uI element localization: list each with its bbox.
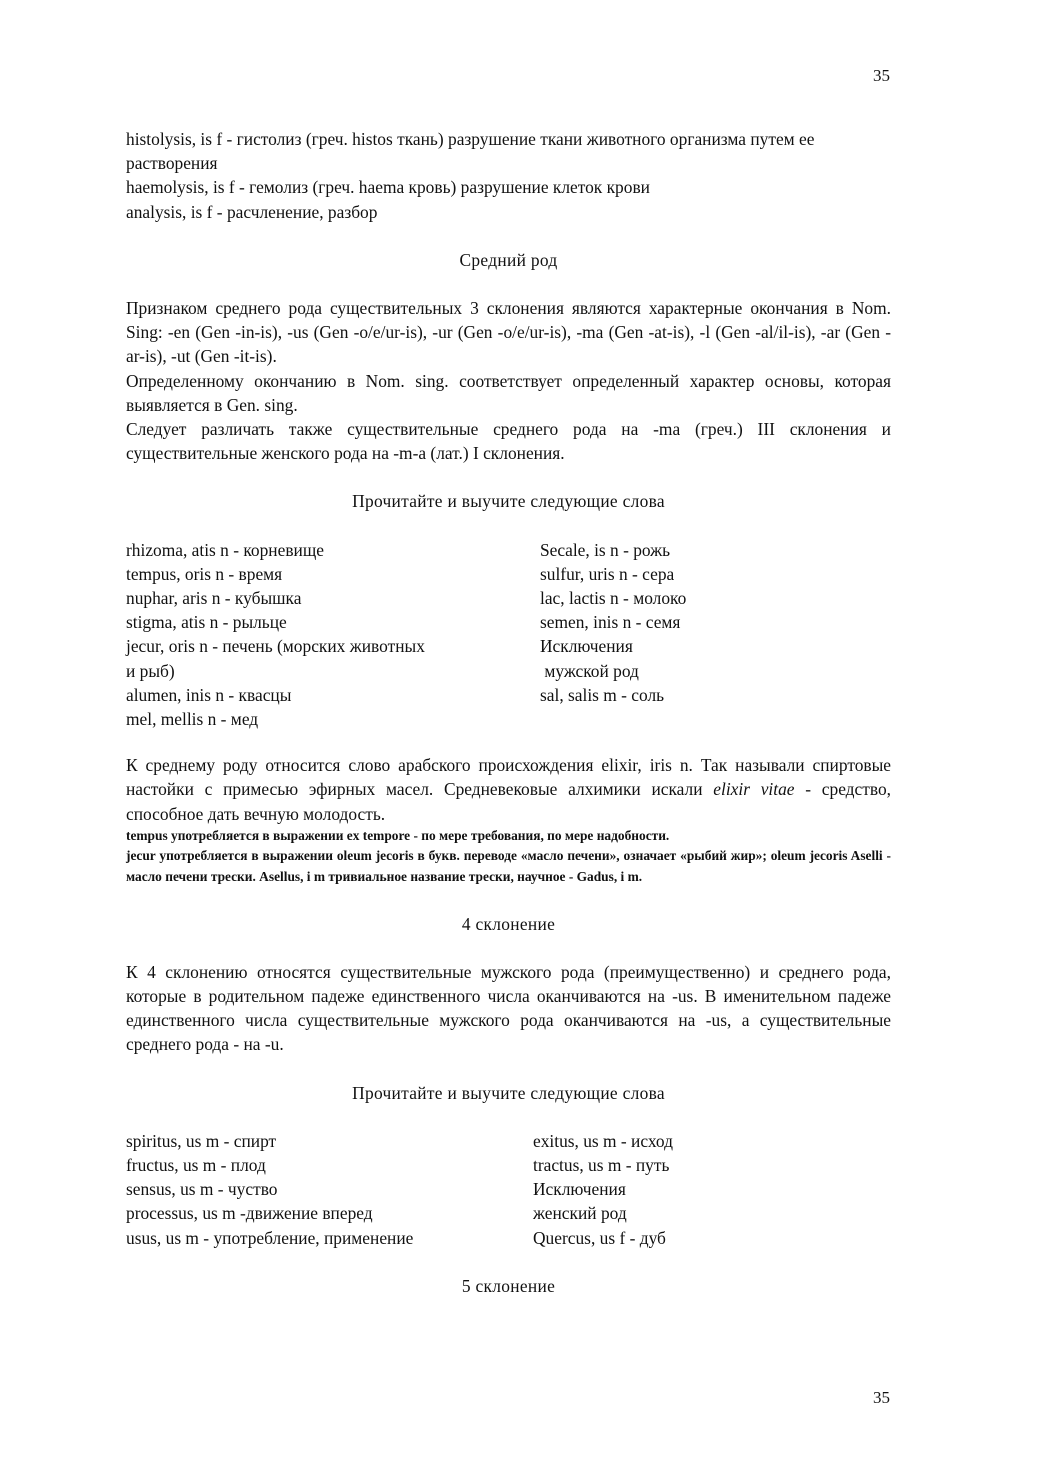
page-number-bottom: 35 <box>873 1388 890 1407</box>
page-content <box>126 127 891 1298</box>
note-tempus: tempus употребляется в выражении ex tempore - по мере требования, по мере надобности. <box>126 827 670 843</box>
neuter-paragraph-1: Признаком среднего рода существительных 3 склонения являются характерные окончания в Nom. Sing: -en (Gen -in-is), -us (Gen -o/e/ur-is), -ur (Gen -o/e/ur-is), -ma (Gen -at-is), -l (Gen -al/il-is), -ar (Gen -ar-is), -ut (Gen -it-is). <box>126 298 891 367</box>
heading-neuter: Средний род <box>459 249 558 270</box>
vocab-column-left <box>126 1129 533 1250</box>
exceptions-label: Исключения <box>533 1179 626 1200</box>
exceptions-gender: мужской род <box>540 660 639 681</box>
vocab-item: lac, lactis n - молоко <box>540 588 687 609</box>
vocab-item: stigma, atis n - рыльце <box>126 612 287 633</box>
vocab-item: processus, us m -движение вперед <box>126 1203 373 1224</box>
elixir-text-end: - средство, способное дать вечную молодость. <box>126 779 891 824</box>
vocab-item: sulfur, uris n - сера <box>540 563 675 584</box>
vocab-item: sensus, us m - чуство <box>126 1179 278 1200</box>
entry-analysis: analysis, is f - расчленение, разбор <box>126 201 378 222</box>
heading-fourth-declension: 4 склонение <box>461 913 556 934</box>
vocab-item: alumen, inis n - квасцы <box>126 684 292 705</box>
vocab-item: Quercus, us f - дуб <box>533 1227 666 1248</box>
vocab-item: exitus, us m - исход <box>533 1130 673 1151</box>
vocab-column-left <box>126 538 540 732</box>
intro-entries <box>126 127 891 224</box>
exceptions-gender: женский род <box>533 1203 627 1224</box>
vocab-heading-fourth: Прочитайте и выучите следующие слова <box>352 1082 665 1103</box>
entry-haemolysis: haemolysis, is f - гемолиз (греч. haema кровь) разрушение клеток крови <box>126 177 650 198</box>
vocab-item: spiritus, us m - спирт <box>126 1130 277 1151</box>
elixir-paragraph <box>126 753 891 826</box>
vocab-table-neuter <box>126 538 891 732</box>
vocab-item: fructus, us m - плод <box>126 1155 266 1176</box>
neuter-paragraph-3: Следует различать также существительные среднего рода на -ma (греч.) III склонения и существительные женского рода на -m-a (лат.) I склонения. <box>126 419 891 464</box>
vocab-item: jecur, oris n - печень (морских животных и рыб) <box>126 636 425 681</box>
vocab-item: tractus, us m - путь <box>533 1155 670 1176</box>
elixir-vitae-term: elixir vitae <box>713 779 795 800</box>
vocab-item: sal, salis m - соль <box>540 684 665 705</box>
vocab-heading-neuter: Прочитайте и выучите следующие слова <box>352 491 665 512</box>
vocab-table-fourth <box>126 1129 891 1250</box>
fourth-declension-paragraph: К 4 склонению относятся существительные мужского рода (преимущественно) и среднего рода, которые в родительном падеже единственного числа оканчиваются на -us. В именительном падеже единственного числа существительные мужского рода оканчиваются на -us, а существительные среднего рода - на -u. <box>126 961 891 1055</box>
vocab-item: nuphar, aris n - кубышка <box>126 588 302 609</box>
vocab-item: usus, us m - употребление, применение <box>126 1227 414 1248</box>
neuter-paragraph-2: Определенному окончанию в Nom. sing. соответствует определенный характер основы, которая выявляется в Gen. sing. <box>126 370 891 415</box>
page-number-top: 35 <box>873 66 890 85</box>
vocab-item: rhizoma, atis n - корневище <box>126 539 324 560</box>
exceptions-label: Исключения <box>540 636 633 657</box>
note-jecur: jecur употребляется в выражении oleum jecoris в букв. переводе «масло печени», означает «рыбий жир»; oleum jecoris Aselli - масло печени трески. Asellus, i m тривиальное название трески, научное - Gadus, i m. <box>126 848 891 885</box>
vocab-column-right <box>533 1129 891 1250</box>
vocab-column-right <box>540 538 891 732</box>
vocab-item: mel, mellis n - мед <box>126 709 259 730</box>
vocab-item: Secale, is n - рожь <box>540 539 671 560</box>
heading-fifth-declension: 5 склонение <box>461 1275 556 1296</box>
entry-histolysis: histolysis, is f - гистолиз (греч. histos ткань) разрушение ткани животного организма путем ее растворения <box>126 129 815 174</box>
vocab-item: semen, inis n - семя <box>540 612 681 633</box>
vocab-item: tempus, oris n - время <box>126 563 283 584</box>
elixir-text-start: К среднему роду относится слово арабского происхождения elixir, iris n. Так называли спиртовые настойки с примесью эфирных масел. Средневековые алхимики искали <box>126 755 891 800</box>
